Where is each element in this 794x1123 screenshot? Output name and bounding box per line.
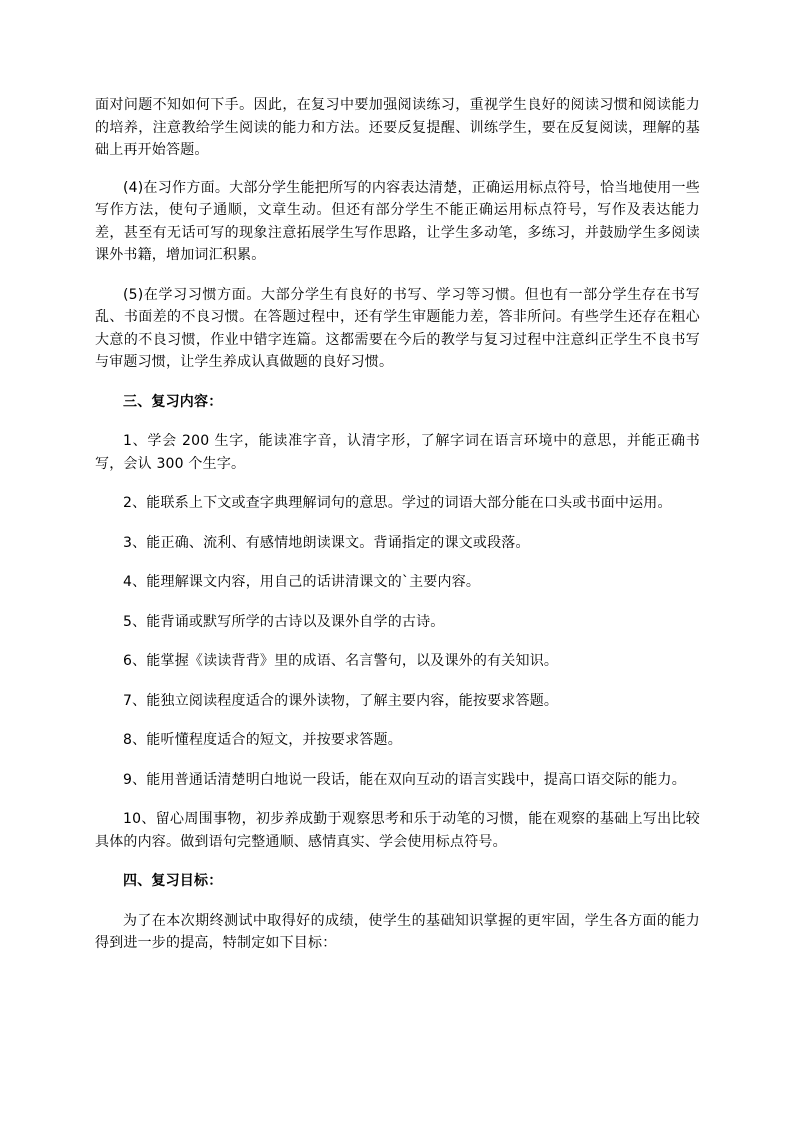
paragraph-writing: (4)在习作方面。大部分学生能把所写的内容表达清楚，正确运用标点符号，恰当地使用一些写作方法，使句子通顺，文章生动。但还有部分学生不能正确运用标点符号，写作及表达能力差，甚至有无话可写的现象注意拓展学生写作思路，让学生多动笔，多练习，并鼓励学生多阅读课外书籍，增加词汇积累。 xyxy=(95,179,700,263)
list-item-review-3: 3、能正确、流利、有感情地朗读课文。背诵指定的课文或段落。 xyxy=(123,534,530,551)
list-item-review-4: 4、能理解课文内容，用自己的话讲清课文的`主要内容。 xyxy=(123,574,481,590)
list-item-review-8: 8、能听懂程度适合的短文，并按要求答题。 xyxy=(123,732,402,748)
paragraph-study-habits: (5)在学习习惯方面。大部分学生有良好的书写、学习等习惯。但也有一部分学生存在书写乱、书面差的不良习惯。在答题过程中，还有学生审题能力差，答非所问。有些学生还存在粗心大意的不良习惯，作业中错字连篇。这都需要在今后的教学与复习过程中注意纠正学生不良书写与审题习惯，让学生养成认真做题的良好习惯。 xyxy=(95,286,700,370)
section-heading-review-goals: 四、复习目标： xyxy=(123,873,223,889)
section-heading-review-content: 三、复习内容： xyxy=(123,393,223,410)
paragraph-goals-intro: 为了在本次期终测试中取得好的成绩，使学生的基础知识掌握的更牢固，学生各方面的能力得到进一步的提高，特制定如下目标： xyxy=(95,912,700,951)
list-item-review-10: 10、留心周围事物，初步养成勤于观察思考和乐于动笔的习惯，能在观察的基础上写出比较具体的内容。做到语句完整通顺、感情真实、学会使用标点符号。 xyxy=(95,811,700,850)
list-item-review-6: 6、能掌握《读读背背》里的成语、名言警句，以及课外的有关知识。 xyxy=(123,653,559,669)
document-body xyxy=(95,94,700,972)
paragraph-reading-advice: 面对问题不知如何下手。因此，在复习中要加强阅读练习，重视学生良好的阅读习惯和阅读能力的培养，注意教给学生阅读的能力和方法。还要反复提醒、训练学生，要在反复阅读，理解的基础上再开始答题。 xyxy=(95,97,700,158)
list-item-review-7: 7、能独立阅读程度适合的课外读物，了解主要内容，能按要求答题。 xyxy=(123,692,559,709)
list-item-review-5: 5、能背诵或默写所学的古诗以及课外自学的古诗。 xyxy=(123,613,445,630)
list-item-review-2: 2、能联系上下文或查字典理解词句的意思。学过的词语大部分能在口头或书面中运用。 xyxy=(123,495,672,511)
list-item-review-1: 1、学会 200 生字，能读准字音，认清字形，了解字词在语言环境中的意思，并能正确书写，会认 300 个生字。 xyxy=(95,433,700,472)
list-item-review-9: 9、能用普通话清楚明白地说一段话，能在双向互动的语言实践中，提高口语交际的能力。 xyxy=(123,771,686,788)
